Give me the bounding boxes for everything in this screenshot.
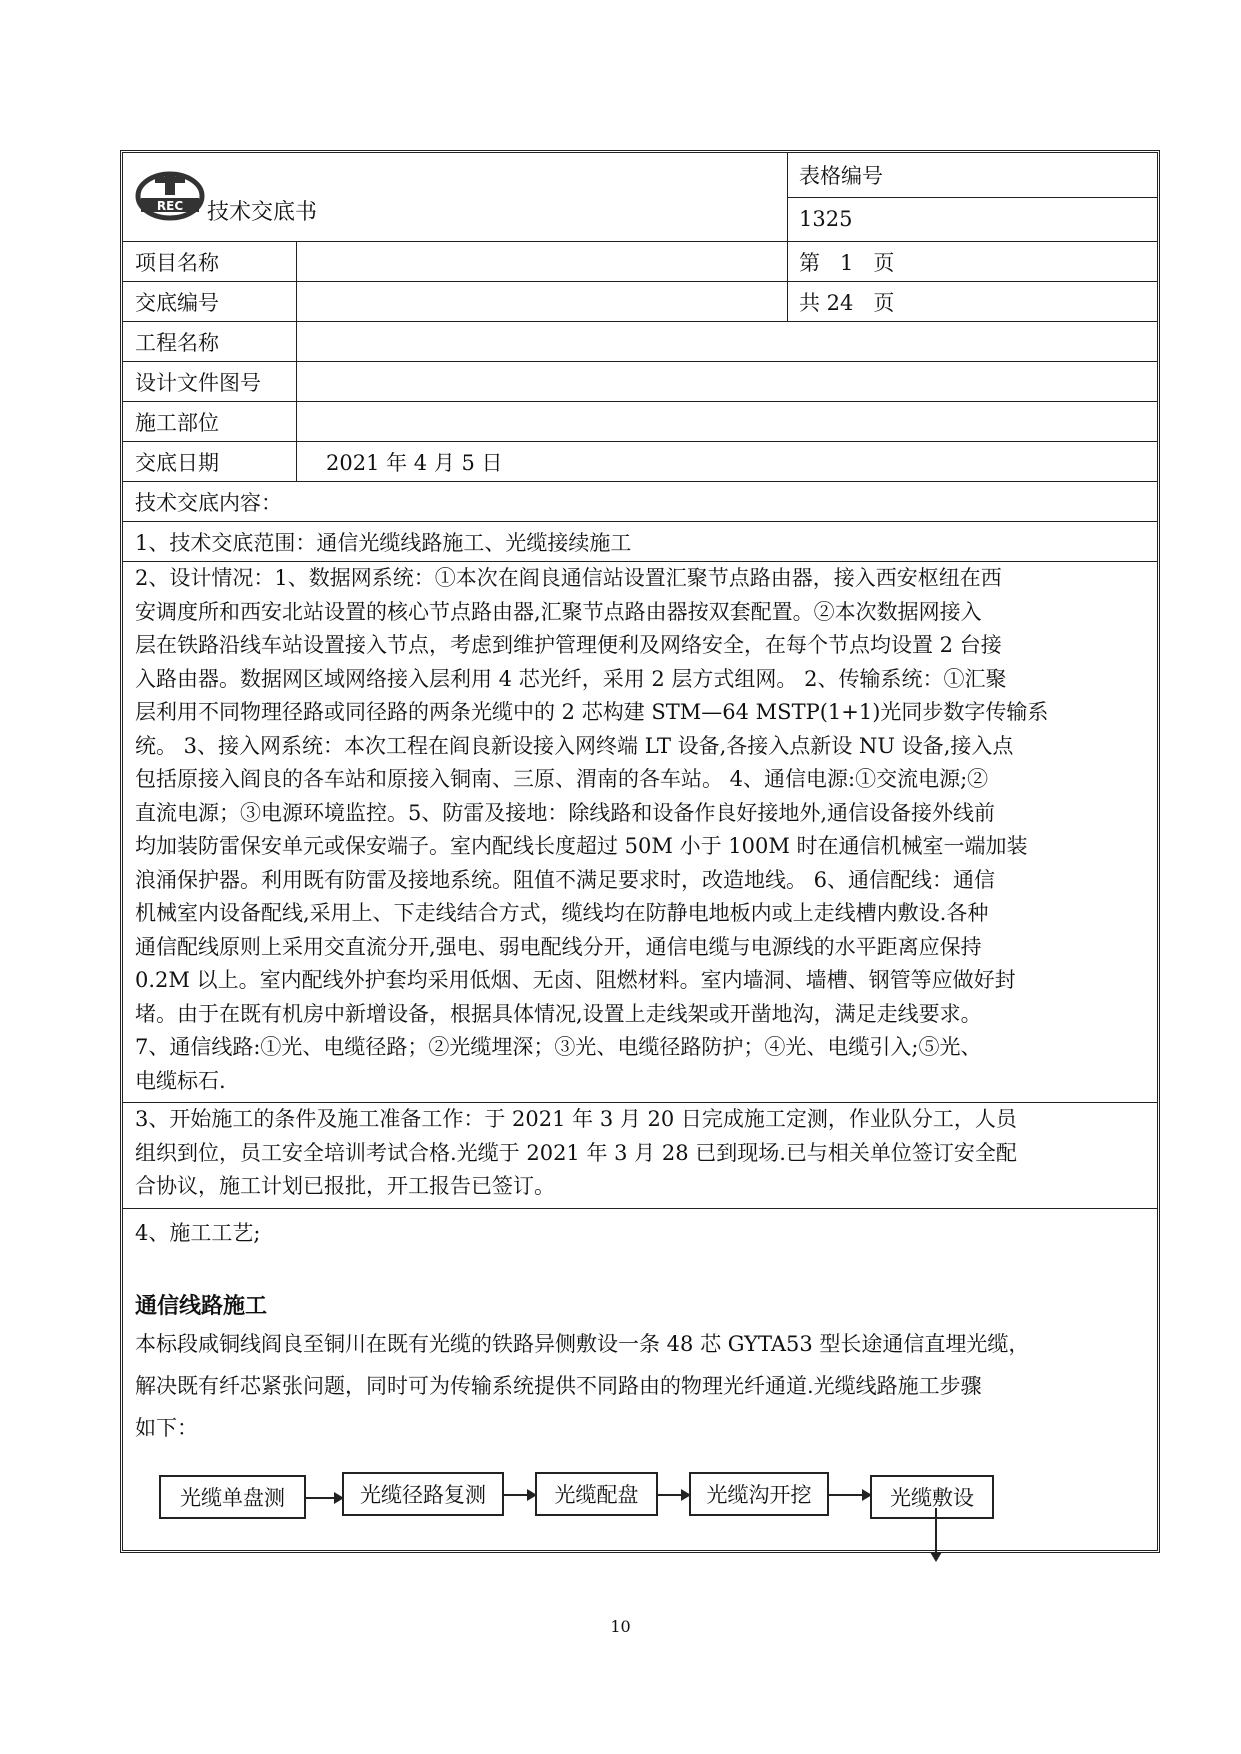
- field-row-date: [123, 442, 1157, 482]
- field-row-location: [123, 402, 1157, 442]
- process-heading: 4、施工工艺;: [135, 1221, 261, 1245]
- field-value: [296, 242, 787, 281]
- design-row: [123, 562, 1157, 1103]
- field-label: 交底日期: [135, 450, 219, 475]
- technical-disclosure-form: [120, 150, 1160, 1553]
- field-row-drawing-no: [123, 362, 1157, 402]
- design-line: 层利用不同物理径路或同径路的两条光缆中的 2 芯构建 STM—64 MSTP(1+1)光同步数字传输系: [135, 700, 1049, 724]
- field-label: 工程名称: [135, 330, 219, 355]
- conditions-line: 合协议，施工计划已报批，开工报告已签订。: [135, 1174, 555, 1198]
- design-line: 入路由器。数据网区域网络接入层利用 4 芯光纤，采用 2 层方式组网。 2、传输系统：①汇聚: [135, 666, 1007, 691]
- svg-text:REC: REC: [156, 199, 184, 213]
- header-row: [123, 153, 1157, 242]
- design-line: 安调度所和西安北站设置的核心节点路由器,汇聚节点路由器按双套配置。②本次数据网接入: [135, 599, 982, 624]
- flow-arrow: [306, 1497, 342, 1499]
- field-value: [296, 282, 787, 321]
- content-heading-row: [123, 482, 1157, 522]
- field-label: 项目名称: [135, 250, 219, 275]
- conditions-text: [135, 1103, 1149, 1204]
- design-line: 层在铁路沿线车站设置接入节点，考虑到维护管理便利及网络安全，在每个节点均设置 2 台接: [135, 633, 1002, 657]
- design-line: 直流电源；③电源环境监控。5、防雷及接地：除线路和设备作良好接地外,通信设备接外线前: [135, 800, 996, 825]
- design-line: 浪涌保护器。利用既有防雷及接地系统。阻值不满足要求时，改造地线。 6、通信配线：通信: [135, 867, 996, 892]
- field-label: 施工部位: [135, 410, 219, 435]
- page-number: 10: [610, 1617, 631, 1636]
- field-row-disclosure-no: [123, 282, 1157, 322]
- section-body-line: 如下：: [135, 1416, 198, 1440]
- field-row-engineering: [123, 322, 1157, 362]
- flow-arrow: [504, 1494, 535, 1496]
- design-text: [135, 562, 1149, 1098]
- conditions-line: 3、开始施工的条件及施工准备工作：于 2021 年 3 月 20 日完成施工定测，作业队分工，人员: [135, 1107, 1017, 1131]
- design-line: 2、设计情况：1、数据网系统：①本次在阎良通信站设置汇聚节点路由器，接入西安枢纽在西: [135, 566, 1002, 590]
- section-title: 通信线路施工: [135, 1294, 268, 1319]
- page-indicator: 第 1 页: [799, 250, 895, 275]
- section-body-line: 解决既有纤芯紧张问题，同时可为传输系统提供不同路由的物理光纤通道.光缆线路施工步骤: [135, 1374, 982, 1398]
- flow-arrow: [829, 1494, 870, 1496]
- conditions-line: 组织到位，员工安全培训考试合格.光缆于 2021 年 3 月 28 已到现场.已与相关单位签订安全配: [135, 1140, 1017, 1165]
- crec-logo-icon: [135, 171, 205, 221]
- field-label: 设计文件图号: [135, 370, 261, 395]
- conditions-row: [123, 1103, 1157, 1209]
- flow-step: 光缆配盘: [535, 1472, 658, 1516]
- section-body: [135, 1323, 1149, 1449]
- form-no-label: 表格编号: [799, 164, 883, 188]
- form-no-value: 1325: [799, 207, 853, 231]
- flow-down-arrow: [926, 1508, 946, 1564]
- design-line: 堵。由于在既有机房中新增设备，根据具体情况,设置上走线架或开凿地沟，满足走线要求。: [135, 1001, 982, 1026]
- flow-step: 光缆径路复测: [342, 1472, 504, 1516]
- content-heading: 技术交底内容：: [135, 490, 282, 515]
- flow-step: 光缆敷设: [870, 1475, 994, 1519]
- field-row-project: [123, 242, 1157, 282]
- design-line: 机械室内设备配线,采用上、下走线结合方式，缆线均在防静电地板内或上走线槽内敷设.各种: [135, 901, 989, 925]
- flow-step: 光缆沟开挖: [689, 1472, 829, 1516]
- process-cell: [123, 1209, 1157, 1550]
- design-line: 7、通信线路:①光、电缆径路；②光缆埋深；③光、电缆径路防护；④光、电缆引入;⑤光、: [135, 1035, 982, 1059]
- disclosure-date: 2021 年 4 月 5 日: [326, 450, 503, 475]
- design-line: 包括原接入阎良的各车站和原接入铜南、三原、渭南的各车站。 4、通信电源:①交流电源;②: [135, 767, 989, 791]
- form-title: 技术交底书: [207, 200, 318, 225]
- total-pages: 共 24 页: [799, 290, 895, 315]
- field-value: [296, 362, 1157, 401]
- section-body-line: 本标段咸铜线阎良至铜川在既有光缆的铁路异侧敷设一条 48 芯 GYTA53 型长途通信直埋光缆，: [135, 1332, 1030, 1356]
- design-line: 0.2M 以上。室内配线外护套均采用低烟、无卤、阻燃材料。室内墙洞、墙槽、钢管等应做好封: [135, 968, 1016, 992]
- scope-text: 1、技术交底范围：通信光缆线路施工、光缆接续施工: [135, 530, 632, 555]
- field-value: [296, 402, 1157, 441]
- flow-step: 光缆单盘测: [159, 1475, 306, 1519]
- design-line: 通信配线原则上采用交直流分开,强电、弱电配线分开，通信电缆与电源线的水平距离应保持: [135, 934, 982, 959]
- scope-row: [123, 522, 1157, 562]
- flow-arrow: [658, 1494, 689, 1496]
- design-line: 电缆标石.: [135, 1068, 226, 1093]
- design-line: 均加装防雷保安单元或保安端子。室内配线长度超过 50M 小于 100M 时在通信机械室一端加装: [135, 834, 1028, 858]
- design-line: 统。 3、接入网系统：本次工程在阎良新设接入网终端 LT 设备,各接入点新设 NU 设备,接入点: [135, 733, 1014, 758]
- field-value: [296, 322, 1157, 361]
- field-label: 交底编号: [135, 290, 219, 315]
